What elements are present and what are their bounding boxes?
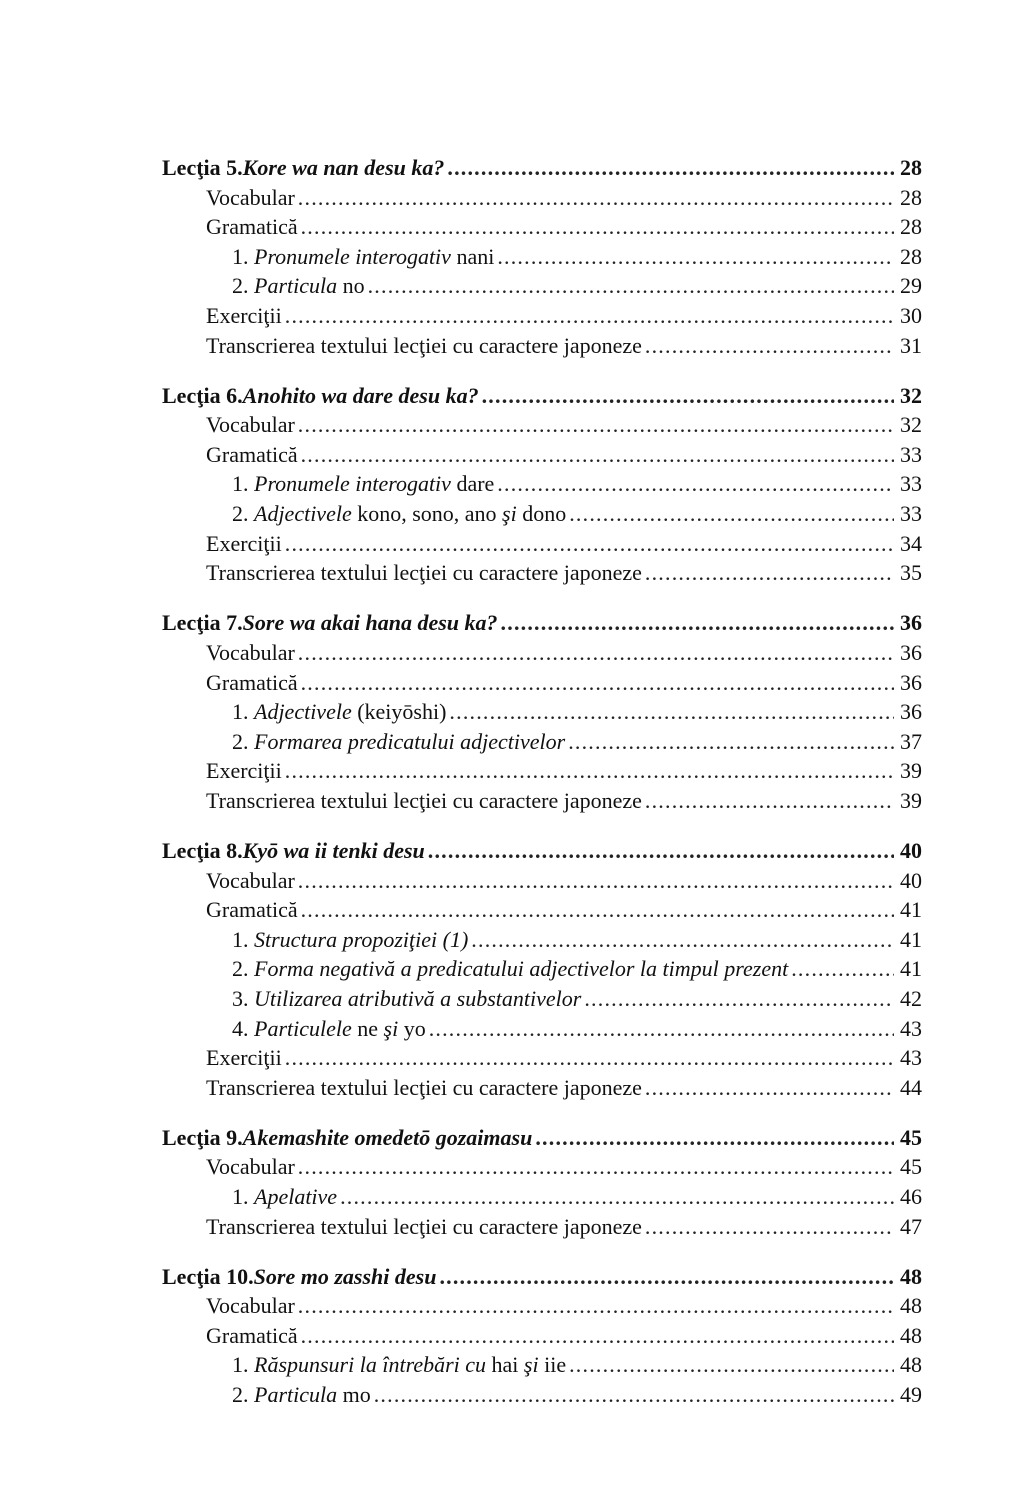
dot-leader — [501, 608, 894, 638]
entry-text-part: Transcrierea textului lecţiei cu caractere japoneze — [206, 1074, 642, 1100]
toc-entry[interactable] — [162, 1152, 922, 1182]
page-number: 39 — [900, 787, 922, 813]
entry-text — [206, 1073, 642, 1103]
entry-text — [206, 638, 295, 668]
page-number: 46 — [900, 1184, 922, 1209]
dot-leader — [447, 153, 894, 183]
entry-text-part: 4. — [232, 1015, 254, 1041]
entry-text-part: 2. — [232, 273, 254, 299]
entry-text — [206, 668, 298, 698]
page-number: 29 — [900, 273, 922, 299]
toc-lesson-section — [162, 608, 922, 815]
entry-text — [206, 529, 282, 559]
toc-entry[interactable] — [162, 756, 922, 786]
entry-text — [206, 301, 282, 331]
toc-entry[interactable] — [162, 440, 922, 470]
entry-text — [206, 786, 642, 816]
entry-text-part: Vocabular — [206, 639, 295, 665]
dot-leader — [301, 1321, 894, 1351]
toc-entry[interactable] — [162, 668, 922, 698]
toc-lesson-section — [162, 1123, 922, 1241]
dot-leader — [298, 1291, 894, 1321]
toc-entry[interactable] — [162, 271, 922, 301]
dot-leader — [285, 301, 894, 331]
lesson-label: Lecţia 9. — [162, 1124, 243, 1150]
entry-text-part: 2. — [232, 501, 254, 527]
toc-entry[interactable] — [162, 242, 922, 272]
lesson-label: Lecţia 5. — [162, 155, 243, 180]
entry-text-part: 3. — [232, 985, 254, 1011]
entry-text-part: Pronumele interogativ — [254, 243, 451, 269]
entry-text — [232, 499, 566, 529]
page-number: 32 — [900, 412, 922, 438]
entry-text-part: 1. — [232, 1184, 254, 1209]
dot-leader — [645, 786, 894, 816]
toc-entry[interactable] — [162, 866, 922, 896]
entry-text-part: Transcrierea textului lecţiei cu caractere japoneze — [206, 1213, 642, 1239]
entry-text-part: 2. — [232, 1382, 254, 1408]
dot-leader — [568, 727, 894, 757]
page-number: 28 — [900, 214, 922, 240]
toc-entry[interactable] — [162, 558, 922, 588]
page-number: 43 — [900, 1045, 922, 1071]
entry-text-part: Vocabular — [206, 867, 295, 893]
entry-text-part: Gramatică — [206, 1322, 298, 1348]
entry-text-part: 2. — [232, 728, 254, 754]
page-number: 45 — [900, 1154, 922, 1180]
dot-leader — [298, 183, 894, 213]
entry-text — [232, 242, 494, 272]
entry-text — [232, 469, 494, 499]
page-number: 40 — [900, 867, 922, 893]
toc-entry[interactable] — [162, 499, 922, 529]
entry-text — [206, 331, 642, 361]
toc-entry[interactable] — [162, 895, 922, 925]
dot-leader — [285, 756, 894, 786]
toc-lesson-section — [162, 836, 922, 1102]
dot-leader — [429, 1014, 894, 1044]
entry-text-part: Apelative — [254, 1184, 338, 1209]
dot-leader — [439, 1262, 894, 1292]
lesson-label: Lecţia 6. — [162, 382, 243, 408]
lesson-title: Kore wa nan desu ka? — [242, 155, 445, 180]
dot-leader — [471, 925, 894, 955]
entry-text — [232, 697, 446, 727]
page-number: 45 — [900, 1124, 922, 1150]
toc-entry[interactable] — [162, 984, 922, 1014]
entry-text-part: Vocabular — [206, 184, 295, 210]
toc-entry[interactable] — [162, 331, 922, 361]
page-number: 41 — [900, 926, 922, 952]
page-number: 33 — [900, 441, 922, 467]
lesson-label: Lecţia 8. — [162, 837, 243, 863]
entry-text-part: mo — [337, 1382, 371, 1408]
toc-entry[interactable] — [162, 212, 922, 242]
dot-leader — [301, 440, 894, 470]
toc-entry[interactable] — [162, 1073, 922, 1103]
toc-entry[interactable] — [162, 954, 922, 984]
dot-leader — [449, 697, 894, 727]
entry-text — [232, 1350, 566, 1380]
entry-text — [206, 866, 295, 896]
dot-leader — [791, 954, 894, 984]
page-number: 30 — [900, 302, 922, 328]
entry-text-part: Gramatică — [206, 214, 298, 240]
dot-leader — [298, 866, 894, 896]
page-number: 48 — [900, 1263, 922, 1289]
toc-entry[interactable] — [162, 1291, 922, 1321]
entry-text — [206, 410, 295, 440]
lesson-title: Kyō wa ii tenki desu — [242, 837, 425, 863]
entry-text-part: no — [337, 273, 365, 299]
toc-lesson-heading[interactable] — [162, 608, 922, 638]
entry-text — [232, 727, 565, 757]
entry-text — [206, 1212, 642, 1242]
dot-leader — [569, 1350, 894, 1380]
table-of-contents — [162, 153, 922, 1430]
entry-text-part: 1. — [232, 471, 254, 497]
toc-entry[interactable] — [162, 183, 922, 213]
entry-text-part: hai — [486, 1352, 524, 1378]
page-number: 31 — [900, 332, 922, 358]
page-number: 42 — [900, 985, 922, 1011]
dot-leader — [645, 558, 894, 588]
dot-leader — [497, 469, 894, 499]
page-number: 39 — [900, 758, 922, 784]
entry-text-part: Formarea predicatului adjectivelor — [254, 728, 566, 754]
page-number: 35 — [900, 560, 922, 586]
dot-leader — [535, 1123, 894, 1153]
entry-text-part: Forma negativă a predicatului adjectivelor la timpul prezent — [254, 956, 789, 982]
dot-leader — [298, 410, 894, 440]
entry-text-part: Exerciţii — [206, 1045, 282, 1071]
toc-entry[interactable] — [162, 786, 922, 816]
dot-leader — [497, 242, 894, 272]
entry-text — [206, 558, 642, 588]
toc-entry[interactable] — [162, 529, 922, 559]
toc-lesson-section — [162, 381, 922, 588]
entry-text — [232, 925, 468, 955]
toc-lesson-section — [162, 153, 922, 360]
page-number: 40 — [900, 837, 922, 863]
dot-leader — [298, 1152, 894, 1182]
entry-text-part: Vocabular — [206, 1293, 295, 1319]
entry-text — [206, 1321, 298, 1351]
entry-text-part: (keiyōshi) — [351, 699, 447, 725]
entry-text-part: yo — [398, 1015, 426, 1041]
entry-text-part: Transcrierea textului lecţiei cu caractere japoneze — [206, 560, 642, 586]
entry-text-part: Particula — [254, 1382, 338, 1408]
toc-lesson-heading[interactable] — [162, 381, 922, 411]
toc-entry[interactable] — [162, 469, 922, 499]
entry-text-part: Pronumele interogativ — [254, 471, 451, 497]
toc-entry[interactable] — [162, 727, 922, 757]
entry-text — [232, 984, 581, 1014]
page-number: 41 — [900, 956, 922, 982]
entry-text-part: ne — [351, 1015, 384, 1041]
toc-entry[interactable] — [162, 1182, 922, 1212]
toc-entry[interactable] — [162, 1380, 922, 1410]
entry-text — [206, 1043, 282, 1073]
page-number: 36 — [900, 639, 922, 665]
entry-text-part: iie — [538, 1352, 567, 1378]
entry-text — [206, 183, 295, 213]
dot-leader — [645, 331, 894, 361]
toc-lesson-heading[interactable] — [162, 1262, 922, 1292]
dot-leader — [285, 529, 894, 559]
page-number: 28 — [900, 243, 922, 269]
entry-text-part: dare — [450, 471, 495, 497]
dot-leader — [569, 499, 894, 529]
page-number: 28 — [900, 184, 922, 210]
entry-text-part: dono — [516, 501, 567, 527]
dot-leader — [301, 895, 894, 925]
entry-text-part: kono, sono, ano — [351, 501, 503, 527]
dot-leader — [428, 836, 894, 866]
dot-leader — [340, 1182, 894, 1212]
entry-text — [206, 895, 298, 925]
entry-text — [232, 1182, 337, 1212]
dot-leader — [301, 668, 894, 698]
page-number: 32 — [900, 382, 922, 408]
page-number: 36 — [900, 669, 922, 695]
page-number: 49 — [900, 1382, 922, 1408]
entry-text-part: 1. — [232, 926, 254, 952]
toc-entry[interactable] — [162, 1321, 922, 1351]
entry-text — [206, 756, 282, 786]
lesson-label: Lecţia 7. — [162, 610, 243, 636]
dot-leader — [645, 1073, 894, 1103]
entry-text-part: Transcrierea textului lecţiei cu caractere japoneze — [206, 787, 642, 813]
toc-lesson-heading[interactable] — [162, 153, 922, 183]
entry-text-part: şi — [383, 1015, 399, 1041]
page-number: 37 — [900, 728, 922, 754]
dot-leader — [645, 1212, 894, 1242]
dot-leader — [368, 271, 894, 301]
entry-text-part: Răspunsuri la întrebări cu — [254, 1352, 487, 1378]
entry-text-part: Gramatică — [206, 669, 298, 695]
page-number: 34 — [900, 530, 922, 556]
entry-text-part: Gramatică — [206, 441, 298, 467]
entry-text-part: Vocabular — [206, 412, 295, 438]
page-number: 48 — [900, 1293, 922, 1319]
toc-entry[interactable] — [162, 1043, 922, 1073]
dot-leader — [301, 212, 894, 242]
page-number: 36 — [900, 699, 922, 725]
entry-text-part: şi — [502, 501, 517, 527]
entry-text-part: Adjectivele — [254, 501, 352, 527]
lesson-title: Sore mo zasshi desu — [253, 1263, 437, 1289]
entry-text — [206, 1291, 295, 1321]
entry-text-part: Adjectivele — [254, 699, 352, 725]
entry-text — [206, 440, 298, 470]
page-number: 33 — [900, 471, 922, 497]
entry-text-part: 1. — [232, 243, 254, 269]
entry-text — [232, 271, 365, 301]
page-number: 47 — [900, 1213, 922, 1239]
toc-entry[interactable] — [162, 1212, 922, 1242]
toc-entry[interactable] — [162, 638, 922, 668]
entry-text-part: Exerciţii — [206, 758, 282, 784]
entry-text-part: Structura propoziţiei (1) — [254, 926, 469, 952]
entry-text-part: Exerciţii — [206, 302, 282, 328]
entry-text-part: Gramatică — [206, 897, 298, 923]
entry-text-part: 2. — [232, 956, 254, 982]
toc-lesson-heading[interactable] — [162, 836, 922, 866]
toc-entry[interactable] — [162, 410, 922, 440]
dot-leader — [374, 1380, 894, 1410]
dot-leader — [298, 638, 894, 668]
page-number: 48 — [900, 1352, 922, 1378]
lesson-title: Sore wa akai hana desu ka? — [242, 610, 498, 636]
dot-leader — [482, 381, 894, 411]
entry-text — [206, 212, 298, 242]
dot-leader — [285, 1043, 894, 1073]
entry-text-part: Utilizarea atributivă a substantivelor — [254, 985, 582, 1011]
lesson-label: Lecţia 10. — [162, 1263, 254, 1289]
page-number: 41 — [900, 897, 922, 923]
entry-text-part: Particula — [254, 273, 338, 299]
page-number: 33 — [900, 501, 922, 527]
lesson-title: Akemashite omedetō gozaimasu — [242, 1124, 533, 1150]
dot-leader — [584, 984, 894, 1014]
lesson-title: Anohito wa dare desu ka? — [242, 382, 479, 408]
toc-lesson-section — [162, 1262, 922, 1410]
entry-text-part: 1. — [232, 699, 254, 725]
toc-entry[interactable] — [162, 697, 922, 727]
toc-entry[interactable] — [162, 1014, 922, 1044]
entry-text-part: Particulele — [254, 1015, 352, 1041]
toc-entry[interactable] — [162, 925, 922, 955]
entry-text — [232, 954, 788, 984]
toc-lesson-heading[interactable] — [162, 1123, 922, 1153]
entry-text — [232, 1014, 426, 1044]
page-number: 43 — [900, 1015, 922, 1041]
entry-text — [206, 1152, 295, 1182]
toc-entry[interactable] — [162, 301, 922, 331]
entry-text-part: 1. — [232, 1352, 254, 1378]
toc-entry[interactable] — [162, 1350, 922, 1380]
page-number: 36 — [900, 610, 922, 636]
entry-text-part: Transcrierea textului lecţiei cu caractere japoneze — [206, 332, 642, 358]
page-number: 48 — [900, 1322, 922, 1348]
entry-text-part: Exerciţii — [206, 530, 282, 556]
entry-text-part: nani — [450, 243, 495, 269]
page-number: 28 — [900, 155, 922, 180]
entry-text-part: Vocabular — [206, 1154, 295, 1180]
entry-text-part: şi — [523, 1352, 539, 1378]
entry-text — [232, 1380, 371, 1410]
page-number: 44 — [900, 1074, 922, 1100]
